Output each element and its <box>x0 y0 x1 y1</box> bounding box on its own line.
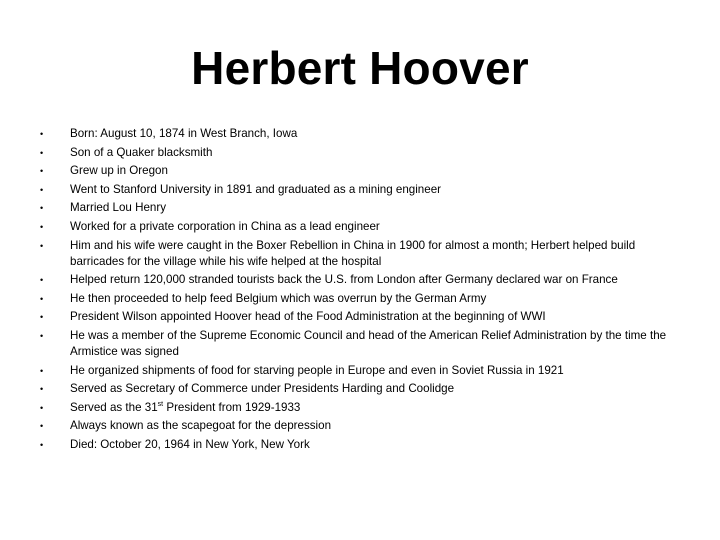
bullet-item <box>40 418 680 434</box>
bullet-text: He was a member of the Supreme Economic Council and head of the American Relief Administration by the time the Armistice was signed <box>70 328 667 358</box>
bullet-text: He then proceeded to help feed Belgium which was overrun by the German Army <box>70 291 487 305</box>
bullet-text: Married Lou Henry <box>70 201 167 215</box>
bullet-icon: • <box>40 439 44 450</box>
bullet-item <box>40 437 680 453</box>
bullet-item <box>40 291 680 307</box>
bullet-text: Born: August 10, 1874 in West Branch, Iowa <box>70 127 298 140</box>
bullet-icon: • <box>40 166 44 177</box>
bullet-icon: • <box>40 421 44 432</box>
bullet-icon: • <box>40 184 44 195</box>
bullet-icon: • <box>40 275 44 286</box>
bullet-icon: • <box>40 402 44 413</box>
bullet-item <box>40 182 680 198</box>
bullet-item <box>40 309 680 325</box>
bullet-icon: • <box>40 147 44 158</box>
bullet-item <box>40 272 680 288</box>
bullet-item <box>40 200 680 216</box>
bullet-text: Son of a Quaker blacksmith <box>70 145 213 159</box>
bullet-text: Went to Stanford University in 1891 and graduated as a mining engineer <box>70 182 442 196</box>
bullet-text: Always known as the scapegoat for the depression <box>70 419 332 433</box>
bullet-text-after: President from 1929-1933 <box>163 400 301 414</box>
bullet-text: Him and his wife were caught in the Boxer Rebellion in China in 1900 for almost a month; Herbert helped build barricades for the village while his wife helped at the hospital <box>70 238 636 268</box>
bullet-icon: • <box>40 240 44 251</box>
bullet-icon: • <box>40 384 44 395</box>
bullet-item <box>40 238 680 270</box>
bullet-icon: • <box>40 312 44 323</box>
bullet-item <box>40 219 680 235</box>
bullet-icon: • <box>40 221 44 232</box>
bullet-text <box>70 401 300 414</box>
bullet-icon: • <box>40 293 44 304</box>
bullet-text: Served as Secretary of Commerce under Presidents Harding and Coolidge <box>70 382 455 396</box>
bullet-icon: • <box>40 330 44 341</box>
bullet-text: Helped return 120,000 stranded tourists back the U.S. from London after Germany declared war on France <box>70 273 618 287</box>
bullet-item <box>40 363 680 379</box>
bullet-item <box>40 145 680 161</box>
bullet-item <box>40 400 680 416</box>
ordinal-suffix: st <box>157 400 164 408</box>
slide-title: Herbert Hoover <box>191 42 529 94</box>
bullet-icon: • <box>40 129 44 139</box>
bullet-item <box>40 328 680 360</box>
bullet-item <box>40 126 680 142</box>
bullet-item <box>40 163 680 179</box>
bullet-item <box>40 381 680 397</box>
bullet-text: He organized shipments of food for starving people in Europe and even in Soviet Russia in 1921 <box>70 363 564 377</box>
bullet-text: Worked for a private corporation in China as a lead engineer <box>70 219 380 233</box>
bullet-list <box>40 126 680 456</box>
bullet-text-before: Served as the 31 <box>70 400 158 414</box>
bullet-text: Grew up in Oregon <box>70 164 168 178</box>
bullet-icon: • <box>40 203 44 214</box>
bullet-icon: • <box>40 365 44 376</box>
bullet-text: Died: October 20, 1964 in New York, New York <box>70 437 310 451</box>
bullet-text: President Wilson appointed Hoover head of the Food Administration at the beginning of WWI <box>70 310 546 324</box>
